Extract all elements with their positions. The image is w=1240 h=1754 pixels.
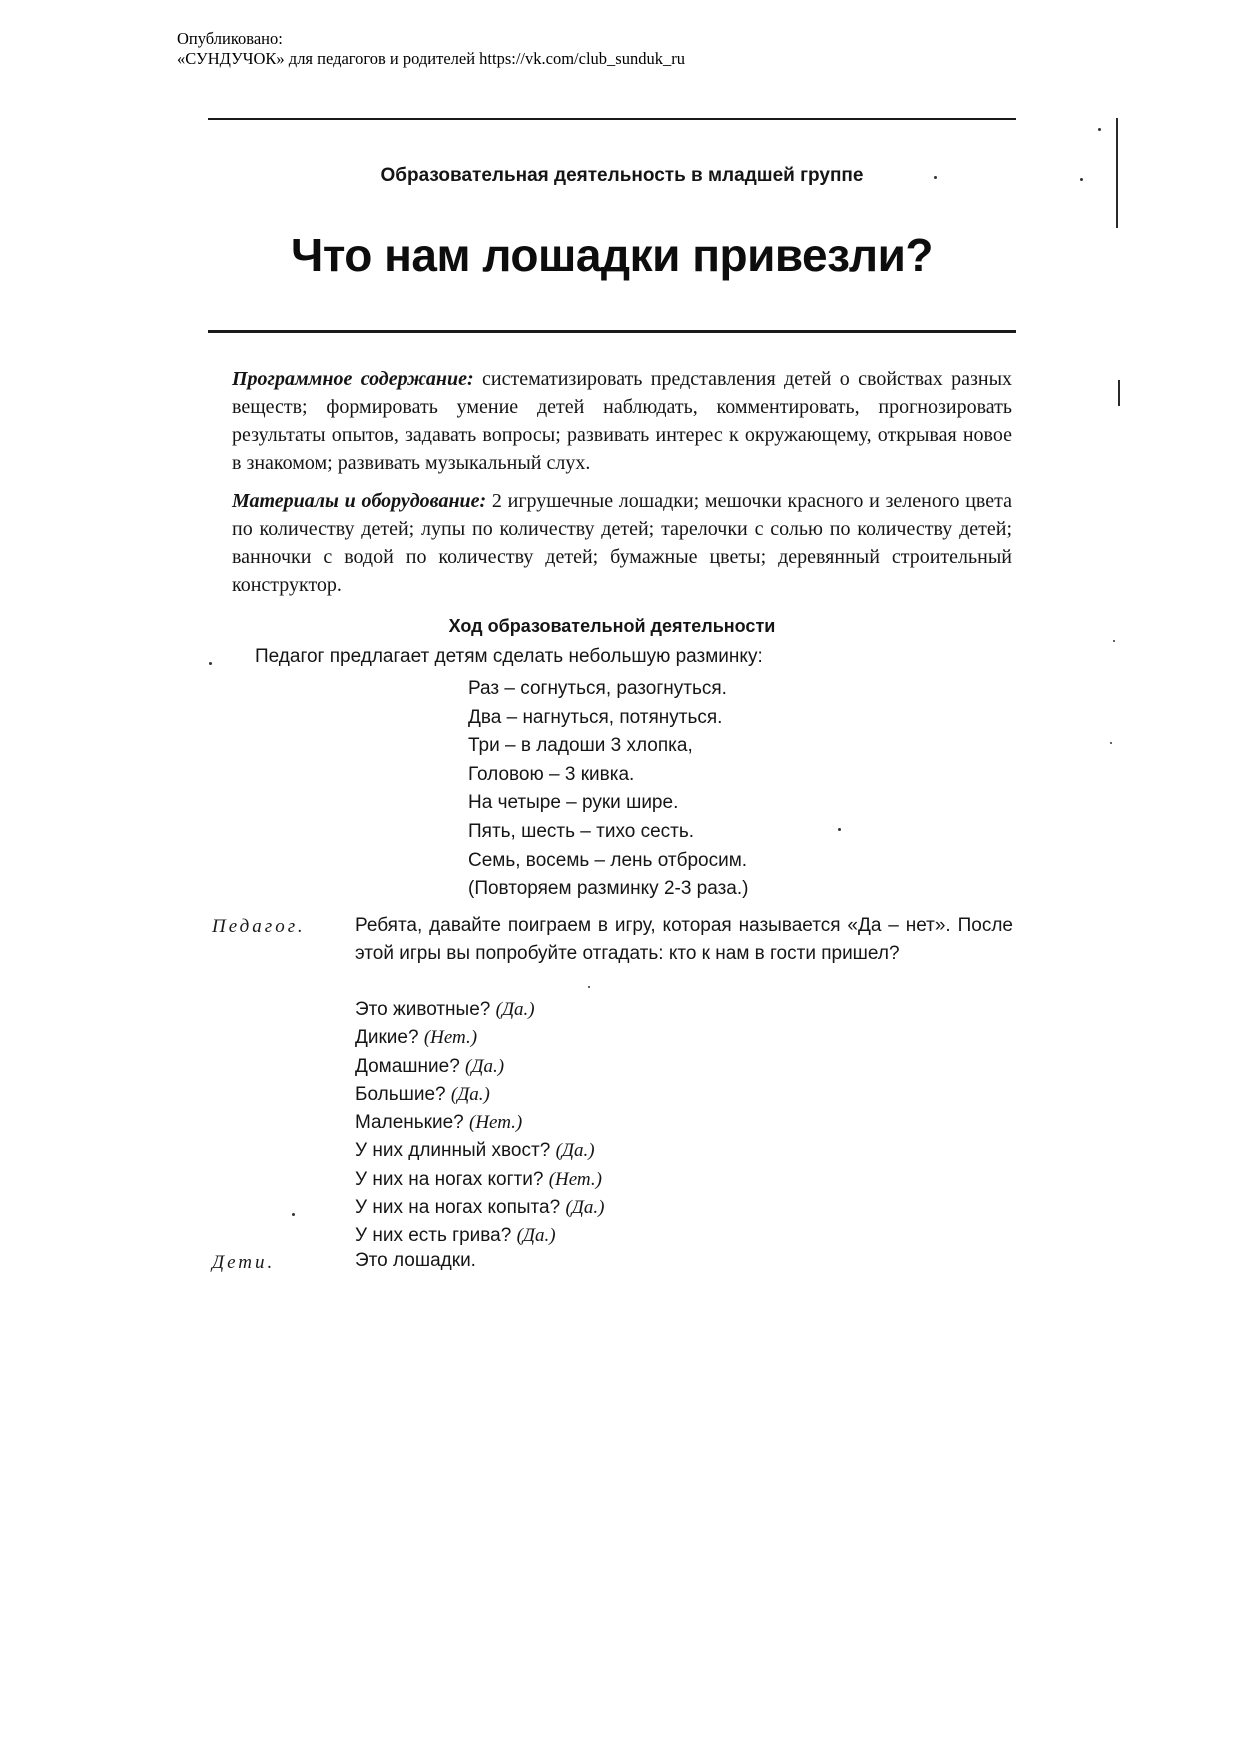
question-text: Маленькие? xyxy=(355,1112,464,1134)
published-label: Опубликовано: xyxy=(177,29,283,48)
warmup-intro: Педагог предлагает детям сделать небольшую разминку: xyxy=(255,646,763,667)
materials-text: 2 игрушечные лошадки; мешочки красного и зеленого цвета по количеству детей; лупы по количеству детей; тарелочки с солью по количеству детей; ванночки с водой по количеству детей; бумажные цветы; деревянный строительный конструктор. xyxy=(232,490,1013,596)
question-text: Это животные? xyxy=(355,999,491,1020)
poem-line: На четыре – руки шире. xyxy=(468,792,679,814)
top-rule xyxy=(208,118,1016,120)
scan-edge-mark xyxy=(1118,380,1120,406)
answer-text: (Нет.) xyxy=(423,1027,478,1049)
poem-line: (Повторяем разминку 2-3 раза.) xyxy=(468,878,749,900)
question-line xyxy=(355,996,604,1024)
section-heading: Ход образовательной деятельности xyxy=(448,616,776,636)
answer-text: (Да.) xyxy=(516,1225,556,1247)
question-text: У них на ногах копыта? xyxy=(355,1197,561,1219)
question-line xyxy=(355,1109,604,1137)
materials-label: Материалы и оборудование: xyxy=(232,490,487,512)
question-text: Дикие? xyxy=(355,1027,419,1049)
question-line xyxy=(355,1194,604,1222)
poem-line: Раз – согнуться, разогнуться. xyxy=(468,678,727,699)
question-line xyxy=(355,1137,604,1165)
speaker-children: Дети. xyxy=(212,1252,276,1273)
question-text: У них длинный хвост? xyxy=(355,1140,551,1162)
question-line xyxy=(355,1024,604,1052)
poem-line: Три – в ладоши 3 хлопка, xyxy=(468,735,693,757)
answer-text: (Да.) xyxy=(495,999,535,1020)
scan-speck xyxy=(1098,128,1101,131)
program-content-text: систематизировать представления детей о свойствах разных веществ; формировать умение детей наблюдать, комментировать, прогнозировать результаты опытов, задавать вопросы; развивать интерес к окружающему, открывая новое в знакомом; развивать музыкальный слух. xyxy=(232,368,1013,474)
question-line xyxy=(355,1166,604,1194)
question-text: У них есть грива? xyxy=(355,1225,512,1247)
question-line xyxy=(355,1053,604,1081)
scan-speck xyxy=(1110,742,1112,744)
question-list xyxy=(355,996,604,1251)
materials-paragraph xyxy=(232,487,1012,599)
question-text: У них на ногах когти? xyxy=(355,1168,544,1190)
scan-speck xyxy=(588,986,590,988)
teacher-text: Ребята, давайте поиграем в игру, которая называется «Да – нет». После этой игры вы попробуйте отгадать: кто к нам в гости пришел? xyxy=(355,915,1013,964)
published-source: «СУНДУЧОК» для педагогов и родителей https://vk.com/club_sunduk_ru xyxy=(177,49,685,68)
scan-speck xyxy=(934,176,937,179)
poem-line: Семь, восемь – лень отбросим. xyxy=(468,849,748,871)
question-line xyxy=(355,1081,604,1109)
speaker-teacher: Педагог. xyxy=(212,916,306,937)
program-content-label: Программное содержание: xyxy=(232,368,474,390)
question-line xyxy=(355,1222,604,1250)
scan-speck xyxy=(838,828,841,831)
scan-speck xyxy=(1080,178,1083,181)
answer-text: (Да.) xyxy=(565,1197,605,1219)
scan-edge-mark xyxy=(1116,118,1118,228)
answer-text: (Да.) xyxy=(555,1140,595,1162)
poem-line: Головою – 3 кивка. xyxy=(468,763,635,785)
answer-text: (Нет.) xyxy=(548,1168,602,1190)
question-text: Домашние? xyxy=(355,1055,460,1077)
answer-text: (Да.) xyxy=(465,1055,505,1077)
answer-text: (Нет.) xyxy=(469,1112,523,1134)
poem-line: Пять, шесть – тихо сесть. xyxy=(468,820,695,842)
question-text: Большие? xyxy=(355,1083,446,1105)
scan-speck xyxy=(292,1213,295,1216)
page-subtitle: Образовательная деятельность в младшей группе xyxy=(380,165,864,186)
scan-speck xyxy=(209,662,212,665)
page-title: Что нам лошадки привезли? xyxy=(291,229,933,281)
publication-header xyxy=(177,29,685,69)
program-content-paragraph xyxy=(232,365,1012,477)
warmup-poem xyxy=(468,675,748,904)
poem-line: Два – нагнуться, потянуться. xyxy=(468,706,723,728)
title-rule xyxy=(208,330,1016,333)
children-answer: Это лошадки. xyxy=(355,1250,476,1271)
answer-text: (Да.) xyxy=(450,1083,490,1105)
scan-speck xyxy=(1113,640,1115,642)
